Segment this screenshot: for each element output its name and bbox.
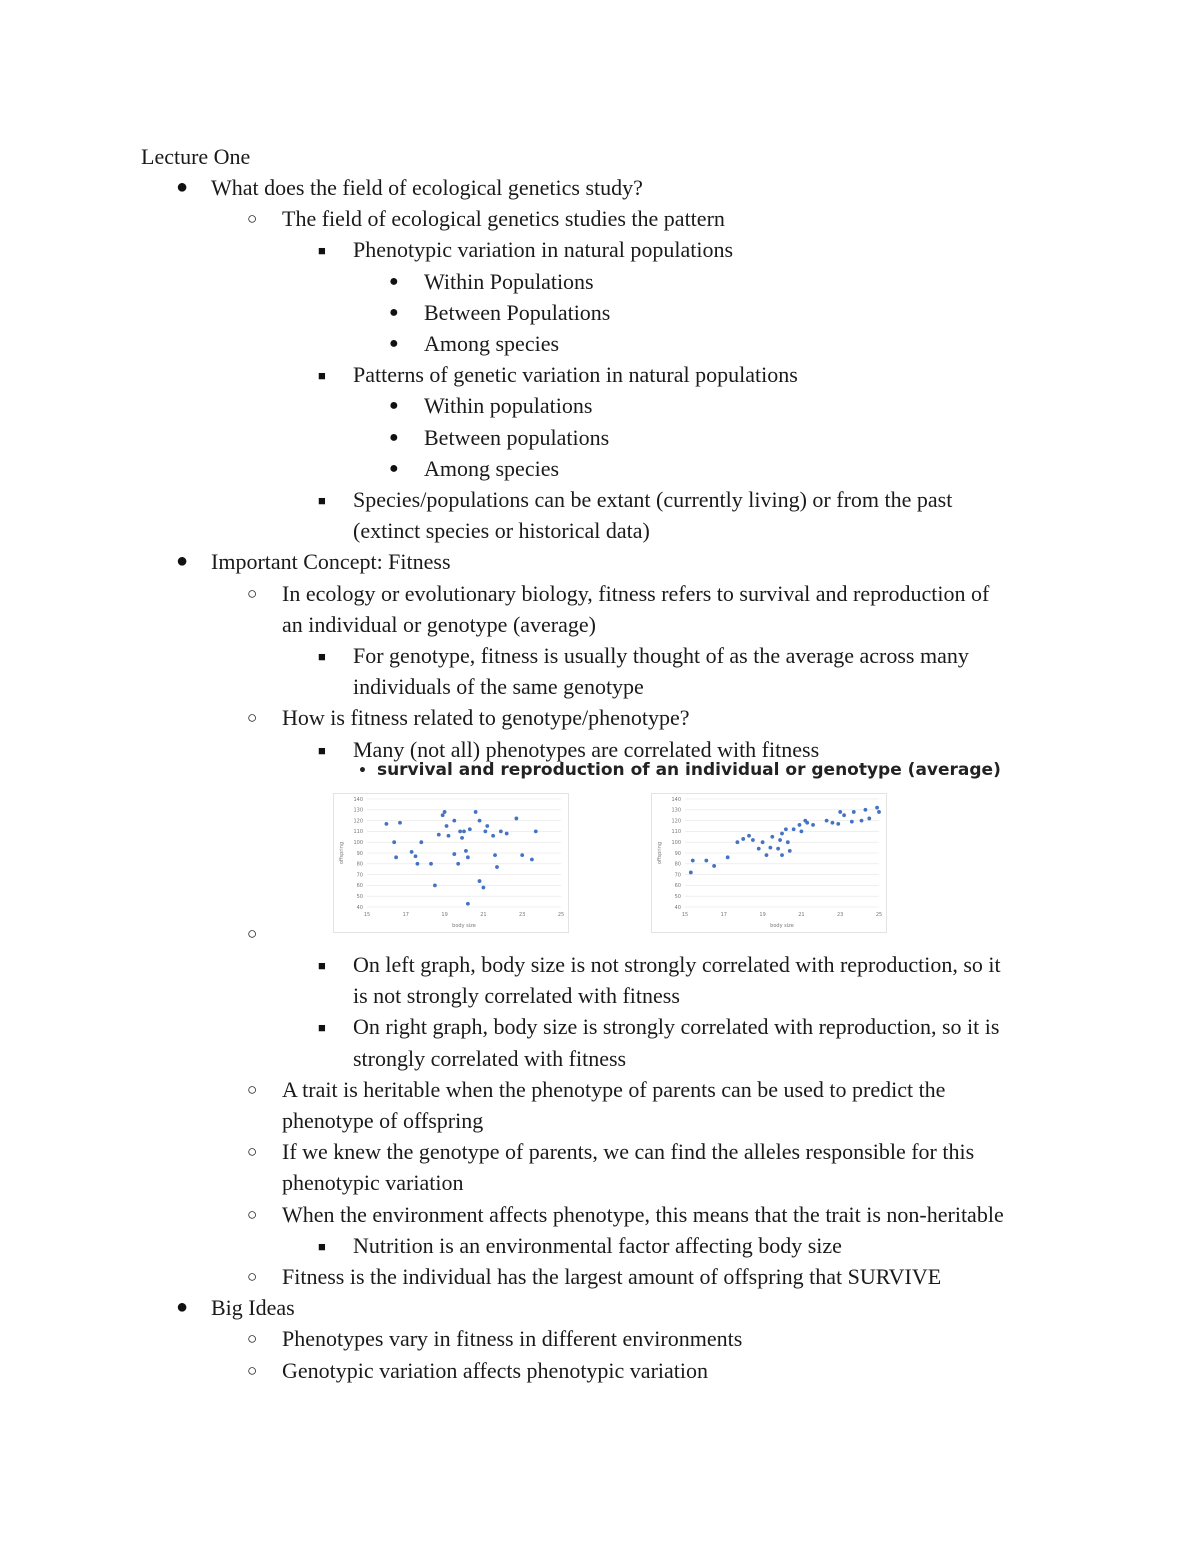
outline-item-level-2: If we knew the genotype of parents, we can find the alleles responsible for this xyxy=(282,1139,975,1165)
data-point xyxy=(811,823,815,827)
y-tick-label: 50 xyxy=(674,894,681,900)
outline-item-level-2: Fitness is the individual has the largest amount of offspring that SURVIVE xyxy=(282,1264,942,1289)
data-point xyxy=(392,840,396,844)
data-point xyxy=(447,834,451,838)
outline-item-level-3: Many (not all) phenotypes are correlated with fitness xyxy=(353,736,820,762)
data-point xyxy=(416,862,420,866)
outline-item-level-3: Species/populations can be extant (currently living) or from the past xyxy=(353,487,953,512)
data-point xyxy=(394,855,398,859)
data-point xyxy=(520,853,524,857)
data-point xyxy=(437,833,441,837)
data-point xyxy=(483,830,487,834)
data-point xyxy=(530,858,534,862)
x-axis-label: body size xyxy=(770,923,794,929)
data-point xyxy=(414,854,418,858)
y-tick-label: 60 xyxy=(674,883,681,890)
data-point xyxy=(468,827,472,831)
y-tick-label: 100 xyxy=(353,840,363,846)
data-point xyxy=(493,853,497,857)
data-point xyxy=(443,810,447,814)
outline-item-level-3: is not strongly correlated with fitness xyxy=(353,983,680,1009)
bullet-level-2: ○ xyxy=(247,583,258,603)
bullet-level-2: ○ xyxy=(247,1079,258,1099)
x-tick-label: 25 xyxy=(875,912,883,918)
data-point xyxy=(419,840,423,844)
y-tick-label: 140 xyxy=(353,796,363,803)
data-point xyxy=(842,813,846,817)
data-point xyxy=(499,830,503,834)
data-point xyxy=(458,830,462,834)
y-tick-label: 80 xyxy=(356,861,363,868)
outline-item-level-2: In ecology or evolutionary biology, fitness refers to survival and reproduction of xyxy=(282,580,990,606)
data-point xyxy=(726,855,730,859)
data-point xyxy=(410,850,414,854)
data-point xyxy=(452,819,456,823)
x-tick-label: 21 xyxy=(480,912,487,918)
bullet-level-4: ● xyxy=(389,397,399,415)
data-point xyxy=(786,840,790,844)
data-point xyxy=(757,847,761,851)
y-tick-label: 110 xyxy=(353,829,363,836)
y-tick-label: 90 xyxy=(356,850,363,857)
x-tick-label: 19 xyxy=(759,912,766,918)
data-point xyxy=(704,859,708,863)
bullet-level-3: ■ xyxy=(318,243,326,259)
outline-item-level-3: individuals of the same genotype xyxy=(353,674,644,700)
bullet-level-3: ■ xyxy=(318,1020,326,1036)
y-tick-label: 100 xyxy=(671,840,681,846)
data-point xyxy=(825,819,829,823)
data-point xyxy=(741,837,745,841)
outline-item-level-3: On right graph, body size is strongly correlated with reproduction, so it is xyxy=(353,1014,1000,1040)
x-tick-label: 21 xyxy=(798,912,805,918)
outline-item-level-2: A trait is heritable when the phenotype of parents can be used to predict the xyxy=(282,1076,946,1102)
outline-item-level-3: (extinct species or historical data) xyxy=(353,518,650,544)
outline-item-level-2: Phenotypes vary in fitness in different environments xyxy=(282,1326,743,1352)
y-tick-label: 120 xyxy=(671,818,681,825)
data-point xyxy=(877,810,881,814)
data-point xyxy=(505,832,509,836)
y-tick-label: 140 xyxy=(671,796,681,803)
data-point xyxy=(482,886,486,890)
y-tick-label: 90 xyxy=(674,850,681,857)
x-tick-label: 23 xyxy=(519,912,526,918)
bullet-level-2: ○ xyxy=(247,1267,258,1286)
data-point xyxy=(747,834,751,838)
data-point xyxy=(850,820,854,824)
outline-item-level-3: Phenotypic variation in natural populations xyxy=(353,237,734,263)
outline-item-level-3: For genotype, fitness is usually thought of as the average across many xyxy=(353,643,969,668)
y-tick-label: 40 xyxy=(674,904,681,911)
outline-item-level-4: Between populations xyxy=(424,424,610,450)
outline-item-level-3: Patterns of genetic variation in natural populations xyxy=(353,362,798,388)
bullet-level-3: ■ xyxy=(318,742,326,758)
data-point xyxy=(867,817,871,821)
data-point xyxy=(491,834,495,838)
x-tick-label: 19 xyxy=(441,912,448,918)
scatter-chart-right xyxy=(651,793,887,933)
bullet-level-4: ● xyxy=(389,303,399,321)
data-point xyxy=(860,819,864,823)
bullet-level-3: ■ xyxy=(318,958,326,973)
data-point xyxy=(761,840,765,844)
data-point xyxy=(474,810,478,814)
y-tick-label: 70 xyxy=(674,872,681,879)
bullet-level-2: ○ xyxy=(247,1142,258,1162)
bullet-level-3: ■ xyxy=(318,368,326,384)
outline-item-level-2: Genotypic variation affects phenotypic variation xyxy=(282,1357,709,1383)
data-point xyxy=(464,849,468,853)
x-tick-label: 17 xyxy=(402,912,409,918)
y-axis-label: offspring xyxy=(657,841,663,865)
data-point xyxy=(495,865,499,869)
data-point xyxy=(534,830,538,834)
bullet-level-2: ○ xyxy=(247,1329,258,1349)
y-tick-label: 120 xyxy=(353,818,363,825)
data-point xyxy=(445,824,449,828)
data-point xyxy=(691,859,695,863)
outline-item-level-4: Among species xyxy=(424,455,560,481)
data-point xyxy=(800,830,804,834)
bullet-level-1: ● xyxy=(176,550,189,573)
data-point xyxy=(751,838,755,842)
data-point xyxy=(485,824,489,828)
outline-item-level-1: Important Concept: Fitness xyxy=(211,549,451,575)
outline-item-level-1: What does the field of ecological genetics study? xyxy=(211,175,643,200)
page-title: Lecture One xyxy=(141,144,251,169)
y-tick-label: 130 xyxy=(353,807,363,814)
data-point xyxy=(770,835,774,839)
bullet-level-2: ○ xyxy=(247,1204,258,1224)
bullet-level-4: ● xyxy=(389,428,399,446)
x-axis-label: body size xyxy=(452,923,476,929)
data-point xyxy=(456,862,460,866)
bullet-level-4: ● xyxy=(389,459,399,477)
bullet-level-1: ● xyxy=(176,1296,189,1319)
caption-bullet: • xyxy=(358,763,367,779)
data-point xyxy=(765,853,769,857)
x-tick-label: 15 xyxy=(681,912,689,918)
outline-item-level-3: On left graph, body size is not strongly correlated with reproduction, so it xyxy=(353,952,1001,977)
data-point xyxy=(778,838,782,842)
data-point xyxy=(875,806,879,810)
y-tick-label: 80 xyxy=(674,861,681,868)
x-tick-label: 23 xyxy=(837,912,844,918)
bullet-level-2: ○ xyxy=(247,209,258,229)
y-tick-label: 70 xyxy=(356,872,363,879)
bullet-level-3: ■ xyxy=(318,649,326,664)
data-point xyxy=(462,830,466,834)
y-tick-label: 130 xyxy=(671,807,681,814)
outline-item-level-4: Within Populations xyxy=(424,268,594,294)
data-point xyxy=(838,810,842,814)
data-point xyxy=(768,846,772,850)
outline-item-level-2: How is fitness related to genotype/phenotype? xyxy=(282,705,690,731)
y-axis-label: offspring xyxy=(339,841,345,865)
data-point xyxy=(735,840,739,844)
data-point xyxy=(836,822,840,826)
bullet-level-2: ○ xyxy=(247,708,258,728)
y-tick-label: 60 xyxy=(356,883,363,890)
outline-item-level-4: Within populations xyxy=(424,393,593,419)
data-point xyxy=(385,822,389,826)
x-tick-label: 25 xyxy=(557,912,565,918)
data-point xyxy=(689,871,693,875)
data-point xyxy=(792,827,796,831)
x-tick-label: 15 xyxy=(363,912,371,918)
data-point xyxy=(460,836,464,840)
data-point xyxy=(398,821,402,825)
x-tick-label: 17 xyxy=(720,912,727,918)
data-point xyxy=(776,847,780,851)
data-point xyxy=(466,855,470,859)
data-point xyxy=(478,819,482,823)
bullet-level-1: ● xyxy=(176,176,189,198)
figure-caption xyxy=(358,760,1001,780)
bullet-level-4: ● xyxy=(389,335,399,352)
data-point xyxy=(452,852,456,856)
empty-level2-bullet: ○ xyxy=(247,924,258,943)
data-point xyxy=(788,849,792,853)
outline-item-level-2: The field of ecological genetics studies the pattern xyxy=(282,206,725,232)
scatter-svg xyxy=(333,793,569,933)
data-point xyxy=(514,817,518,821)
data-point xyxy=(805,821,809,825)
scatter-svg xyxy=(651,793,887,933)
outline-item-level-2: phenotype of offspring xyxy=(282,1108,484,1133)
data-point xyxy=(784,827,788,831)
data-point xyxy=(466,902,470,906)
scatter-chart-left xyxy=(333,793,569,933)
outline-item-level-4: Among species xyxy=(424,331,560,356)
data-point xyxy=(429,862,433,866)
outline-item-level-2: When the environment affects phenotype, this means that the trait is non-heritable xyxy=(282,1201,1004,1227)
outline-item-level-2: phenotypic variation xyxy=(282,1170,464,1196)
data-point xyxy=(433,884,437,888)
outline-item-level-1: Big Ideas xyxy=(211,1295,295,1321)
bullet-level-3: ■ xyxy=(318,493,326,508)
outline-item-level-3: strongly correlated with fitness xyxy=(353,1045,627,1071)
data-point xyxy=(712,864,716,868)
outline-item-level-4: Between Populations xyxy=(424,299,611,325)
data-point xyxy=(852,810,856,814)
outline-item-level-3: Nutrition is an environmental factor affecting body size xyxy=(353,1232,842,1258)
bullet-level-2: ○ xyxy=(247,1360,258,1380)
outline-item-level-2: an individual or genotype (average) xyxy=(282,611,596,637)
figure-caption-text: survival and reproduction of an individual or genotype (average) xyxy=(376,760,1001,780)
bullet-level-3: ■ xyxy=(318,1238,326,1254)
data-point xyxy=(798,823,802,827)
y-tick-label: 40 xyxy=(356,904,363,911)
data-point xyxy=(478,879,482,883)
y-tick-label: 110 xyxy=(671,829,681,836)
data-point xyxy=(441,813,445,817)
data-point xyxy=(831,821,835,825)
bullet-level-4: ● xyxy=(389,272,399,290)
y-tick-label: 50 xyxy=(356,894,363,900)
data-point xyxy=(780,853,784,857)
data-point xyxy=(864,808,868,812)
data-point xyxy=(780,832,784,836)
